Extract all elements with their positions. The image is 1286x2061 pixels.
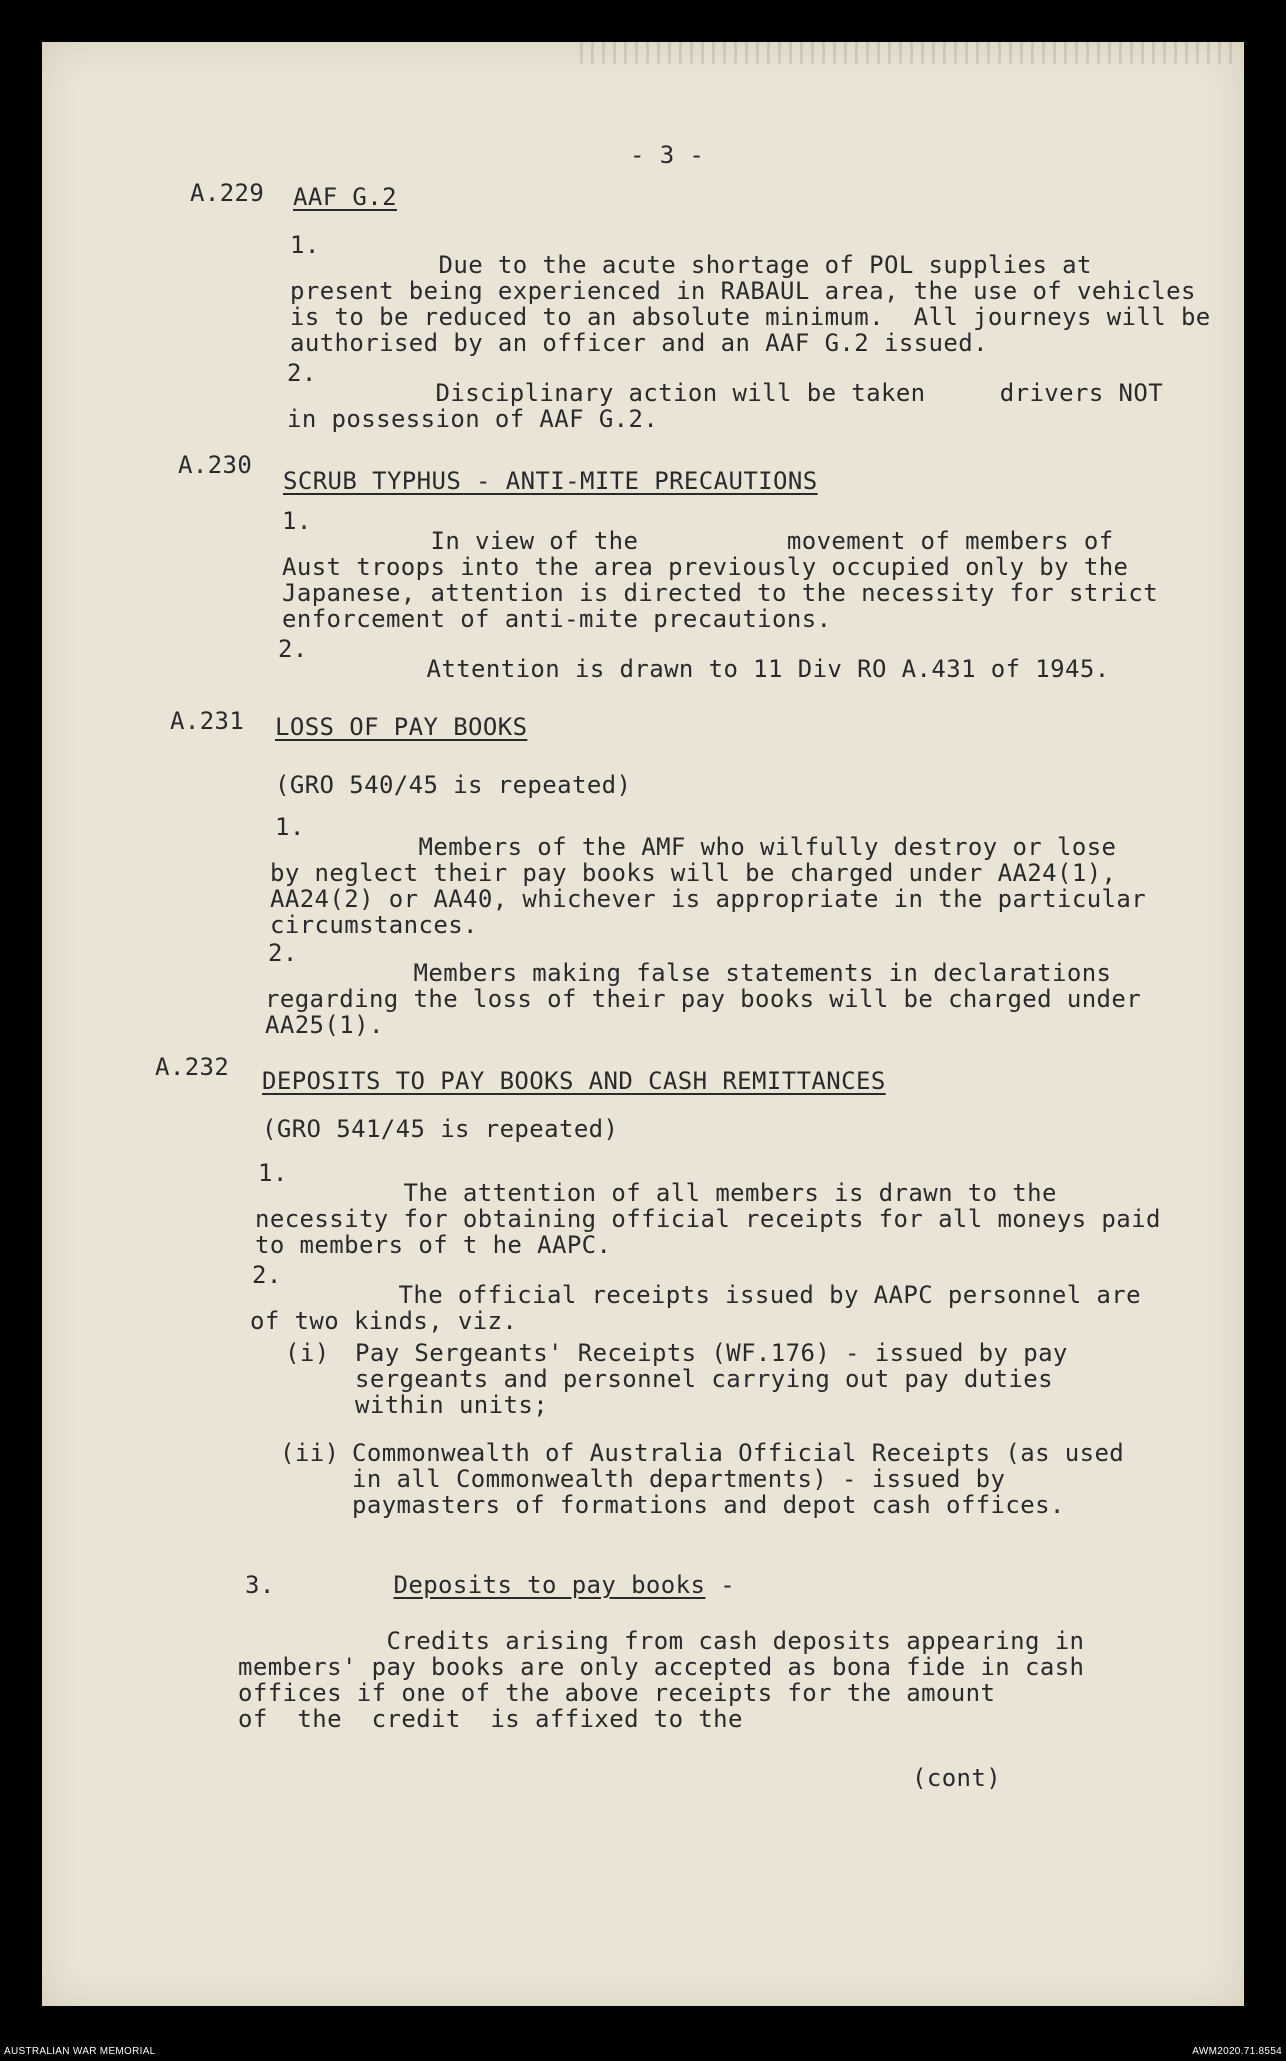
section-number-a231: A.231 [170, 707, 245, 735]
paragraph-line: necessity for obtaining official receipts for all moneys paid [255, 1205, 1161, 1233]
continued-marker: (cont) [912, 1764, 1002, 1792]
paragraph-line: The attention of all members is drawn to the [255, 1179, 1057, 1207]
paragraph-line: Members making false statements in declarations [265, 959, 1112, 987]
paragraph-line: The official receipts issued by AAPC personnel are [250, 1281, 1141, 1309]
para-num: 1. [275, 813, 305, 841]
paragraph-line: is to be reduced to an absolute minimum. All journeys will be [290, 303, 1211, 331]
footer-accession-number: AWM2020.71.8554 [1192, 2046, 1282, 2057]
para-num: 1. [258, 1159, 288, 1187]
section-number-a230: A.230 [178, 451, 253, 479]
paragraph-line: Due to the acute shortage of POL supplies at [290, 251, 1092, 279]
para-num: 2. [268, 939, 298, 967]
paragraph-line: Attention is drawn to 11 Div RO A.431 of 1945. [278, 655, 1110, 683]
sub-item-num: (i) [285, 1339, 330, 1367]
para-num: 1. [290, 231, 320, 259]
paragraph-line: of two kinds, viz. [250, 1307, 518, 1335]
paragraph-line: offices if one of the above receipts for the amount [238, 1679, 996, 1707]
sub-item-num: (ii) [280, 1439, 340, 1467]
paragraph-line: authorised by an officer and an AAF G.2 issued. [290, 329, 988, 357]
section-note-a232: (GRO 541/45 is repeated) [262, 1115, 619, 1143]
section-title-a229: AAF G.2 [293, 183, 397, 211]
paragraph-line: within units; [355, 1391, 549, 1419]
paragraph-line: regarding the loss of their pay books will be charged under [265, 985, 1142, 1013]
para-num: 2. [252, 1261, 282, 1289]
section-title-a231: LOSS OF PAY BOOKS [275, 713, 528, 741]
paragraph-line: in possession of AAF G.2. [287, 405, 659, 433]
paragraph-line: AA24(2) or AA40, whichever is appropriate in the particular [270, 885, 1147, 913]
paragraph-line: In view of the movement of members of [282, 527, 1114, 555]
paragraph-line: Disciplinary action will be taken drivers NOT [287, 379, 1164, 407]
page-number: - 3 - [630, 141, 705, 169]
paragraph-line: Japanese, attention is directed to the necessity for strict [282, 579, 1159, 607]
paragraph-line: of the credit is affixed to the [238, 1705, 743, 1733]
paragraph-line: Commonwealth of Australia Official Receipts (as used [352, 1439, 1125, 1467]
paragraph-line: sergeants and personnel carrying out pay duties [355, 1365, 1053, 1393]
paragraph-line: Pay Sergeants' Receipts (WF.176) - issued by pay [355, 1339, 1068, 1367]
para-num: 1. [282, 507, 312, 535]
section-title-a230: SCRUB TYPHUS - ANTI-MITE PRECAUTIONS [283, 467, 818, 495]
paragraph-line: Aust troops into the area previously occupied only by the [282, 553, 1129, 581]
section-note-a231: (GRO 540/45 is repeated) [275, 771, 632, 799]
para-num: 2. [287, 359, 317, 387]
section-number-a232: A.232 [155, 1053, 230, 1081]
paragraph-line: paymasters of formations and depot cash offices. [352, 1491, 1065, 1519]
para-num: 3. [245, 1571, 275, 1599]
para-num: 2. [278, 635, 308, 663]
section-title-a232: DEPOSITS TO PAY BOOKS AND CASH REMITTANCES [262, 1067, 886, 1095]
paragraph-line: present being experienced in RABAUL area, the use of vehicles [290, 277, 1196, 305]
paragraph-line: Credits arising from cash deposits appearing in [238, 1627, 1085, 1655]
torn-top-edge-marks [580, 42, 1240, 64]
paragraph-line: members' pay books are only accepted as bona fide in cash [238, 1653, 1085, 1681]
section-number-a229: A.229 [190, 179, 265, 207]
paragraph-line: in all Commonwealth departments) - issued by [352, 1465, 1006, 1493]
paragraph-line: to members of t he AAPC. [255, 1231, 612, 1259]
paragraph-subheading: Deposits to pay books - [393, 1571, 736, 1599]
paragraph-line: Members of the AMF who wilfully destroy or lose [270, 833, 1117, 861]
paragraph-line: enforcement of anti-mite precautions. [282, 605, 832, 633]
paragraph-line: AA25(1). [265, 1011, 384, 1039]
paragraph-line: by neglect their pay books will be charged under AA24(1), [270, 859, 1117, 887]
footer-source: AUSTRALIAN WAR MEMORIAL [4, 2046, 156, 2057]
paragraph-line: circumstances. [270, 911, 478, 939]
